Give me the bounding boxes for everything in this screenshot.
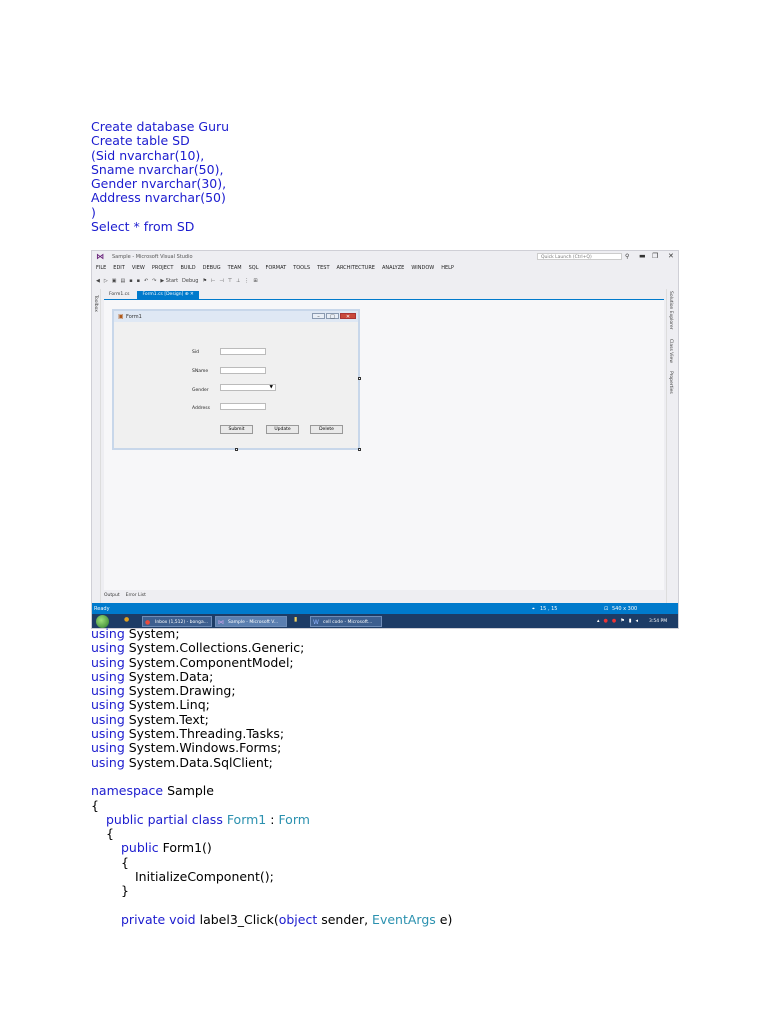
tray-security-icon[interactable]: ● bbox=[611, 618, 617, 624]
vs-toolbar bbox=[96, 276, 258, 286]
taskbar-clock[interactable]: 3:54 PM bbox=[649, 619, 668, 624]
namespace-ref: System.Threading.Tasks; bbox=[128, 726, 285, 742]
code-line bbox=[91, 841, 452, 855]
code-line bbox=[91, 799, 452, 813]
code-line bbox=[91, 770, 452, 784]
align-right-icon[interactable]: ⊤ bbox=[227, 278, 233, 284]
error-list-tab[interactable]: Error List bbox=[125, 593, 146, 598]
sql-script bbox=[91, 120, 229, 234]
code-line bbox=[91, 741, 452, 755]
keyword: using bbox=[91, 640, 125, 656]
namespace-ref: System.Collections.Generic; bbox=[128, 640, 305, 656]
ie-icon[interactable]: ● bbox=[124, 616, 130, 623]
word-icon: W bbox=[313, 619, 319, 626]
vs-window-title: Sample - Microsoft Visual Studio bbox=[112, 254, 193, 260]
menu-tools[interactable]: TOOLS bbox=[293, 265, 311, 271]
open-icon[interactable]: ▤ bbox=[120, 278, 126, 284]
menu-help[interactable]: HELP bbox=[441, 265, 454, 271]
sql-line: Sname nvarchar(50), bbox=[91, 161, 224, 177]
form1-title: Form1 bbox=[126, 314, 142, 320]
output-tab[interactable]: Output bbox=[104, 593, 120, 598]
undo-icon[interactable]: ↶ bbox=[143, 278, 149, 284]
menu-sql[interactable]: SQL bbox=[248, 265, 259, 271]
form-minimize-icon[interactable]: – bbox=[312, 313, 325, 319]
redo-icon[interactable]: ↷ bbox=[152, 278, 157, 284]
code-line bbox=[91, 713, 452, 727]
code-line bbox=[91, 627, 452, 641]
constructor-name: Form1() bbox=[158, 840, 212, 856]
visual-studio-icon: ⋈ bbox=[218, 619, 224, 626]
menu-edit[interactable]: EDIT bbox=[113, 265, 125, 271]
tray-arrow-icon[interactable]: ▴ bbox=[597, 618, 600, 624]
solution-explorer-tab[interactable]: Solution Explorer bbox=[668, 291, 673, 330]
brace: } bbox=[121, 883, 129, 899]
code-line bbox=[91, 641, 452, 655]
namespace-ref: System.Data.SqlClient; bbox=[128, 754, 273, 770]
code-line bbox=[91, 856, 452, 870]
label-address: Address bbox=[192, 406, 210, 411]
sql-line: (Sid nvarchar(10), bbox=[91, 147, 205, 163]
tray-flag-icon[interactable]: ⚑ bbox=[620, 618, 625, 624]
param: sender, bbox=[317, 911, 373, 927]
delete-button[interactable]: Delete bbox=[310, 425, 343, 434]
start-button[interactable]: ▶ Start bbox=[160, 278, 179, 284]
menu-format[interactable]: FORMAT bbox=[265, 265, 287, 271]
sname-input[interactable] bbox=[220, 367, 266, 374]
namespace-ref: System.Linq; bbox=[128, 697, 210, 713]
code-line bbox=[91, 813, 452, 827]
back-icon[interactable]: ◀ bbox=[96, 278, 100, 284]
sid-input[interactable] bbox=[220, 348, 266, 355]
code-line bbox=[91, 899, 452, 913]
folder-icon[interactable]: ▮ bbox=[294, 616, 298, 623]
taskbar-item-label: Sample - Microsoft V... bbox=[228, 620, 279, 625]
order-icon[interactable]: ⊞ bbox=[253, 278, 258, 284]
gender-dropdown[interactable] bbox=[220, 384, 276, 391]
colon: : bbox=[266, 811, 279, 827]
keyword: object bbox=[278, 911, 318, 927]
toolbox-strip[interactable] bbox=[92, 289, 101, 611]
cursor-position-icon: ⌖ bbox=[532, 606, 535, 612]
minimize-icon[interactable]: ▬ bbox=[639, 252, 646, 260]
menu-view[interactable]: VIEW bbox=[131, 265, 145, 271]
vs-title-bar bbox=[92, 251, 678, 262]
keyword: using bbox=[91, 754, 125, 770]
type-name: Form bbox=[278, 811, 310, 827]
vs-menu-bar bbox=[96, 265, 454, 273]
spacing-icon[interactable]: ⋮ bbox=[244, 278, 250, 284]
type-name: Form1 bbox=[226, 811, 267, 827]
code-line bbox=[91, 884, 452, 898]
menu-file[interactable]: FILE bbox=[96, 265, 107, 271]
new-project-icon[interactable]: ▣ bbox=[111, 278, 117, 284]
form1-window[interactable] bbox=[112, 309, 360, 450]
keyword: using bbox=[91, 683, 125, 699]
label-sid: Sid bbox=[192, 350, 199, 355]
sql-line: Create database Guru bbox=[91, 119, 230, 134]
form-icon: ▣ bbox=[118, 313, 124, 320]
update-button[interactable]: Update bbox=[266, 425, 299, 434]
properties-tab[interactable]: Properties bbox=[668, 371, 673, 394]
keyword: public bbox=[121, 840, 159, 856]
method-call: InitializeComponent(); bbox=[135, 869, 274, 885]
keyword: public partial class bbox=[106, 811, 223, 827]
visual-studio-logo-icon: ⋈ bbox=[96, 252, 104, 261]
keyword: using bbox=[91, 740, 125, 756]
menu-analyze[interactable]: ANALYZE bbox=[381, 265, 405, 271]
param: e) bbox=[435, 911, 453, 927]
status-ready: Ready bbox=[94, 606, 110, 612]
align-center-icon[interactable]: ⊣ bbox=[219, 278, 224, 284]
keyword: using bbox=[91, 654, 125, 670]
namespace-ref: System.Text; bbox=[128, 711, 209, 727]
chrome-icon: ● bbox=[145, 619, 151, 626]
tab-close-icon[interactable]: ✕ bbox=[190, 292, 194, 297]
form1-title-bar bbox=[114, 311, 358, 322]
tray-app-icon[interactable]: ● bbox=[603, 618, 608, 624]
maximize-icon[interactable]: ❐ bbox=[652, 252, 659, 260]
keyword: using bbox=[91, 668, 125, 684]
sql-line: Gender nvarchar(30), bbox=[91, 176, 227, 192]
label-sname: SName bbox=[192, 369, 209, 374]
resize-handle-right[interactable] bbox=[358, 377, 361, 380]
code-line bbox=[91, 870, 452, 884]
find-icon[interactable]: ⚑ bbox=[202, 278, 207, 284]
menu-window[interactable]: WINDOW bbox=[411, 265, 435, 271]
method-name: label3_Click( bbox=[195, 911, 279, 927]
keyword: using bbox=[91, 726, 125, 742]
code-line bbox=[91, 670, 452, 684]
menu-build[interactable]: BUILD bbox=[180, 265, 196, 271]
code-line bbox=[91, 656, 452, 670]
brace: { bbox=[121, 854, 129, 870]
bottom-panel-tabs bbox=[104, 593, 146, 598]
system-tray bbox=[597, 618, 638, 624]
document-tabs bbox=[104, 291, 199, 299]
align-top-icon[interactable]: ⊥ bbox=[236, 278, 241, 284]
code-line bbox=[91, 756, 452, 770]
menu-project[interactable]: PROJECT bbox=[151, 265, 174, 271]
menu-test[interactable]: TEST bbox=[317, 265, 330, 271]
taskbar-item-word[interactable] bbox=[310, 616, 382, 627]
form-maximize-icon[interactable]: □ bbox=[326, 313, 339, 319]
address-input[interactable] bbox=[220, 403, 266, 410]
keyword: using bbox=[91, 626, 125, 641]
quick-launch-input[interactable]: Quick Launch (Ctrl+Q) bbox=[537, 253, 622, 260]
code-line bbox=[91, 684, 452, 698]
save-all-icon[interactable]: ▪ bbox=[136, 278, 140, 284]
taskbar-item-visual-studio[interactable] bbox=[215, 616, 287, 627]
code-line bbox=[91, 827, 452, 841]
namespace-ref: System.Data; bbox=[128, 668, 214, 684]
resize-handle-bottom[interactable] bbox=[235, 448, 238, 451]
namespace-ref: System.Windows.Forms; bbox=[128, 740, 282, 756]
pin-icon[interactable]: ⊕ bbox=[184, 292, 189, 297]
forward-icon[interactable]: ▷ bbox=[103, 278, 108, 284]
status-position: 15 , 15 bbox=[540, 606, 558, 612]
taskbar-item-label: cell code - Microsoft... bbox=[323, 620, 373, 625]
class-view-tab[interactable]: Class View bbox=[668, 339, 673, 363]
menu-architecture[interactable]: ARCHITECTURE bbox=[336, 265, 375, 271]
chevron-down-icon: ▼ bbox=[269, 385, 273, 390]
csharp-code bbox=[91, 627, 452, 927]
align-left-icon[interactable]: ⊢ bbox=[210, 278, 216, 284]
save-icon[interactable]: ▪ bbox=[129, 278, 133, 284]
keyword: private void bbox=[121, 911, 196, 927]
menu-debug[interactable]: DEBUG bbox=[202, 265, 221, 271]
size-icon: ⊡ bbox=[604, 606, 609, 612]
type-name: EventArgs bbox=[372, 911, 436, 927]
tab-form1-cs[interactable]: Form1.cs bbox=[109, 292, 130, 297]
tab-form1-design[interactable] bbox=[137, 291, 198, 299]
sql-line: Create table SD bbox=[91, 133, 190, 149]
sql-line: Address nvarchar(50) bbox=[91, 190, 226, 206]
sql-line: Select * from SD bbox=[91, 219, 195, 235]
brace: { bbox=[106, 826, 114, 842]
code-line bbox=[91, 784, 452, 798]
namespace-ref: System.Drawing; bbox=[128, 683, 236, 699]
search-icon[interactable]: ⚲ bbox=[625, 253, 630, 260]
code-line bbox=[91, 913, 452, 927]
toolbox-label[interactable]: Toolbox bbox=[93, 295, 98, 312]
status-bar bbox=[92, 603, 678, 614]
visual-studio-screenshot bbox=[91, 250, 679, 629]
volume-icon[interactable]: ◂ bbox=[635, 618, 639, 624]
namespace-ref: System; bbox=[128, 626, 180, 641]
submit-button[interactable]: Submit bbox=[220, 425, 253, 434]
code-line bbox=[91, 698, 452, 712]
taskbar-item-label: Inbox (1,512) - bonga... bbox=[155, 620, 208, 625]
menu-team[interactable]: TEAM bbox=[227, 265, 242, 271]
label-gender: Gender bbox=[192, 388, 209, 393]
keyword: using bbox=[91, 697, 125, 713]
keyword: using bbox=[91, 711, 125, 727]
code-line bbox=[91, 727, 452, 741]
sql-line: ) bbox=[91, 204, 96, 220]
tab-form1-design-label: Form1.cs [Design] bbox=[142, 292, 184, 297]
form-close-icon[interactable]: ✕ bbox=[340, 313, 356, 319]
keyword: namespace bbox=[91, 783, 164, 799]
close-icon[interactable]: ✕ bbox=[668, 252, 674, 260]
brace: { bbox=[91, 797, 99, 813]
network-icon[interactable]: ▮ bbox=[628, 618, 632, 624]
namespace-name: Sample bbox=[163, 783, 214, 799]
solution-config-select[interactable]: Debug bbox=[182, 278, 199, 284]
resize-handle-corner[interactable] bbox=[358, 448, 361, 451]
namespace-ref: System.ComponentModel; bbox=[128, 654, 294, 670]
status-size: 540 x 300 bbox=[612, 606, 638, 612]
